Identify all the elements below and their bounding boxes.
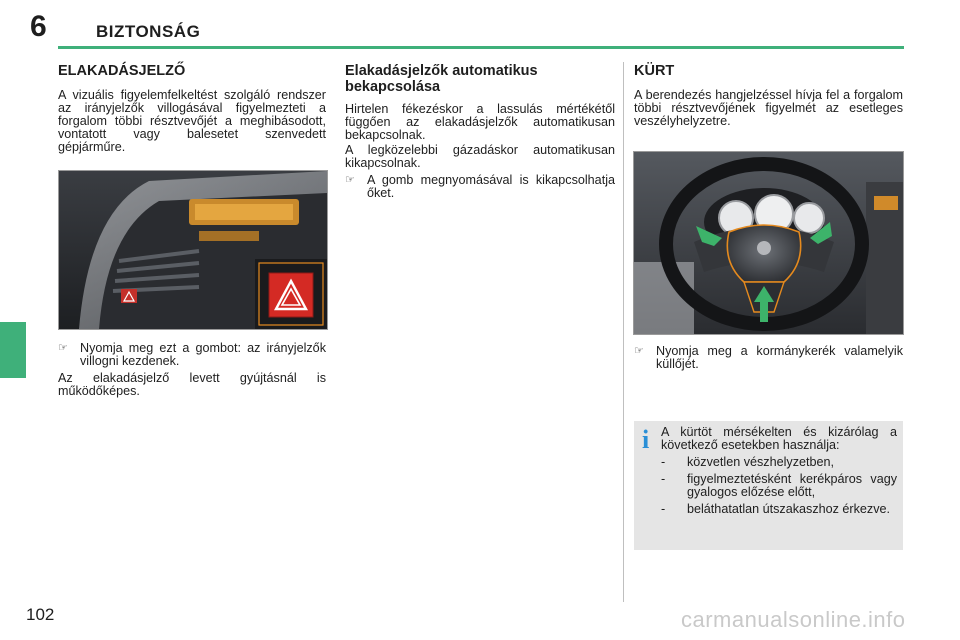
header-rule [58,46,904,49]
info-intro: A kürtöt mérsékelten és kizárólag a következő esetekben használja: [661,425,897,452]
hazard-title: ELAKADÁSJELZŐ [58,63,186,79]
info-icon: i [642,425,650,454]
auto-hazard-para1: Hirtelen fékezéskor a lassulás mértékétől függően az elakadásjelzők automatikusan bekapcsolnak. [345,102,615,142]
hazard-intro: A vizuális figyelemfelkeltést szolgáló rendszer az irányjelzők villogásával figyelmezteti a forgalom többi résztvevőjét a meghibásodott, vontatott vagy balesetet szenvedett gépjárműre. [58,88,326,154]
hazard-button-photo [58,170,328,330]
steering-wheel-photo [633,151,904,335]
page-number: 102 [26,605,55,624]
hazard-note: Az elakadásjelző levett gyújtásnál is működőképes. [58,371,326,398]
auto-hazard-title-line1: Elakadásjelzők automatikus [345,63,538,79]
auto-hazard-bullet-text: A gomb megnyomásával is kikapcsolhatja őket. [367,173,615,200]
info-list-item [661,503,897,516]
horn-bullet [634,345,903,371]
horn-title: KÜRT [634,63,675,79]
hazard-bullet [58,342,326,368]
dash-marker: - [661,455,666,469]
column-divider [623,62,624,602]
auto-hazard-title [345,63,615,95]
hazard-bullet-text: Nyomja meg ezt a gombot: az irányjelzők villogni kezdenek. [80,341,326,368]
watermark: carmanualsonline.info [681,607,906,632]
auto-hazard-bullet [345,174,615,200]
horn-intro: A berendezés hangjelzéssel hívja fel a forgalom többi résztvevőjének figyelmét az esetleges veszélyhelyzetre. [634,88,903,128]
info-list-item [661,456,897,469]
pointer-hand-icon: ☞ [345,174,355,186]
info-list-item [661,473,897,499]
pointer-hand-icon: ☞ [634,345,644,357]
info-item-text: figyelmeztetésként kerékpáros vagy gyalogos előzése előtt, [687,472,897,499]
info-item-text: beláthatatlan útszakaszhoz érkezve. [687,502,891,516]
pointer-hand-icon: ☞ [58,342,68,354]
chapter-side-tab [0,322,26,378]
auto-hazard-title-line2: bekapcsolása [345,79,441,95]
dash-marker: - [661,502,666,516]
info-item-text: közvetlen vészhelyzetben, [687,455,835,469]
chapter-title: BIZTONSÁG [96,22,201,41]
chapter-number: 6 [30,10,47,43]
auto-hazard-para2: A legközelebbi gázadáskor automatikusan kikapcsolnak. [345,143,615,170]
horn-bullet-text: Nyomja meg a kormánykerék valamelyik küllőjét. [656,344,903,371]
dash-marker: - [661,472,666,486]
